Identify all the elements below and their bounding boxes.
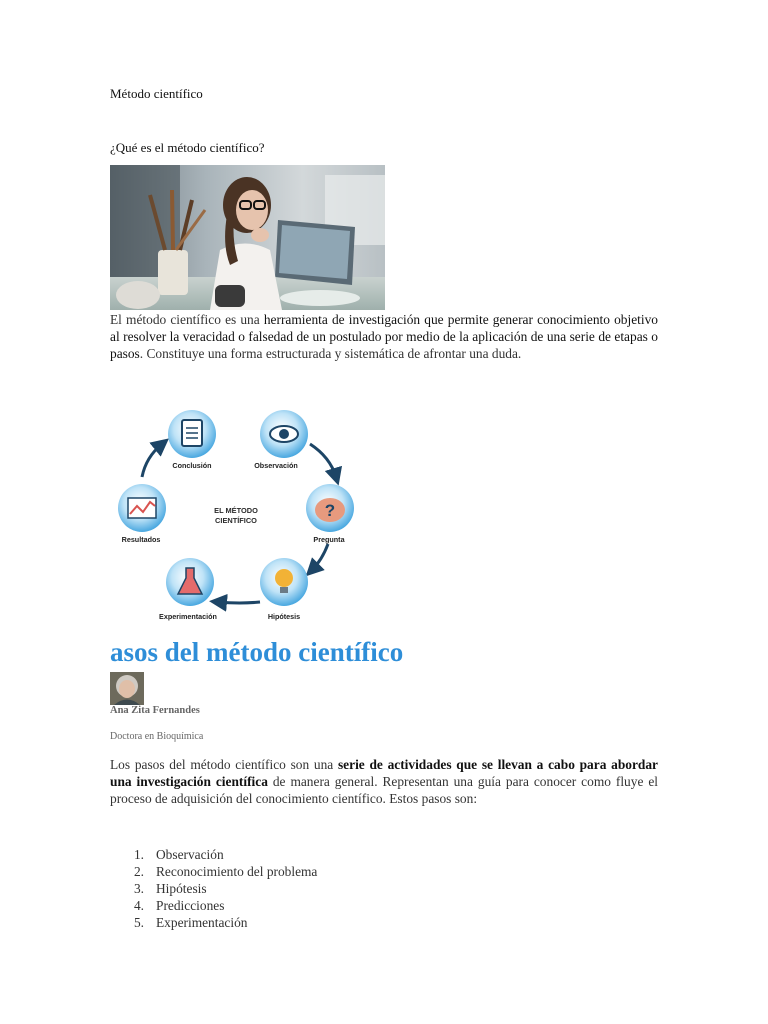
step-label-experimentation: Experimentación [159, 612, 217, 621]
list-item [110, 863, 317, 880]
document-title: Método científico [110, 86, 203, 101]
list-item-text [156, 897, 224, 914]
list-item [110, 846, 317, 863]
list-item [110, 897, 317, 914]
step-label-hypothesis: Hipótesis [267, 612, 301, 621]
author-role: Doctora en Bioquímica [110, 731, 204, 742]
diagram-center-line1: EL MÉTODO [214, 506, 258, 515]
list-item-text [156, 863, 317, 880]
question-mark-icon: ? [324, 501, 336, 520]
list-item-number: 3. [133, 881, 144, 896]
step-label-question: Pregunta [313, 535, 345, 544]
list-item-number: 5. [133, 915, 144, 930]
list-item-number: 2. [133, 864, 144, 879]
list-item-label: Predicciones [156, 898, 225, 913]
avatar [110, 672, 144, 705]
diagram-center-line2: CIENTÍFICO [215, 516, 257, 525]
list-item [110, 914, 317, 931]
intro-paragraph [110, 311, 658, 362]
author-name: Ana Zita Fernandes [110, 705, 200, 716]
article-heading: asos del método científico [110, 637, 404, 667]
step-label-results: Resultados [121, 535, 161, 544]
steps-intro-part2: de manera general. Representan una guía para conocer como fluye el proceso de adquisición del conocimiento científico. Estos pasos son: [110, 774, 658, 806]
list-item-text [156, 880, 207, 897]
list-item-label: Reconocimiento del problema [156, 864, 318, 879]
step-results [118, 484, 166, 544]
list-item-number: 1. [133, 847, 144, 862]
list-item-number: 4. [133, 898, 144, 913]
list-item [110, 880, 317, 897]
step-experimentation [159, 558, 217, 621]
student-photo [110, 165, 385, 310]
intro-text-part2: . Constituye una forma estructurada y sistemática de afrontar una duda. [139, 346, 522, 361]
list-item-text [156, 914, 247, 931]
intro-text-emphasis: herramienta de investigación que permite generar conocimiento objetivo al resolver la veracidad o falsedad de un postulado por medio de la aplicación de una serie de etapas o pasos [110, 312, 658, 361]
section-question: ¿Qué es el método científico? [110, 140, 265, 155]
list-item-text [156, 846, 224, 863]
step-observation [254, 410, 308, 470]
steps-intro-bold: serie de actividades que se llevan a cabo para abordar una investigación científica [110, 757, 658, 789]
list-item-label: Experimentación [156, 915, 248, 930]
step-label-observation: Observación [254, 461, 298, 470]
step-question [306, 484, 354, 544]
scientific-method-diagram [110, 402, 360, 628]
step-conclusion [168, 410, 216, 470]
step-hypothesis [260, 558, 308, 621]
steps-intro-part1: Los pasos del método científico son una [110, 757, 338, 772]
step-label-conclusion: Conclusión [172, 461, 212, 470]
steps-intro-paragraph [110, 756, 658, 807]
list-item-label: Hipótesis [156, 881, 207, 896]
list-item-label: Observación [156, 847, 224, 862]
intro-text-part1: El método científico es una [110, 312, 264, 327]
steps-list [110, 846, 317, 931]
